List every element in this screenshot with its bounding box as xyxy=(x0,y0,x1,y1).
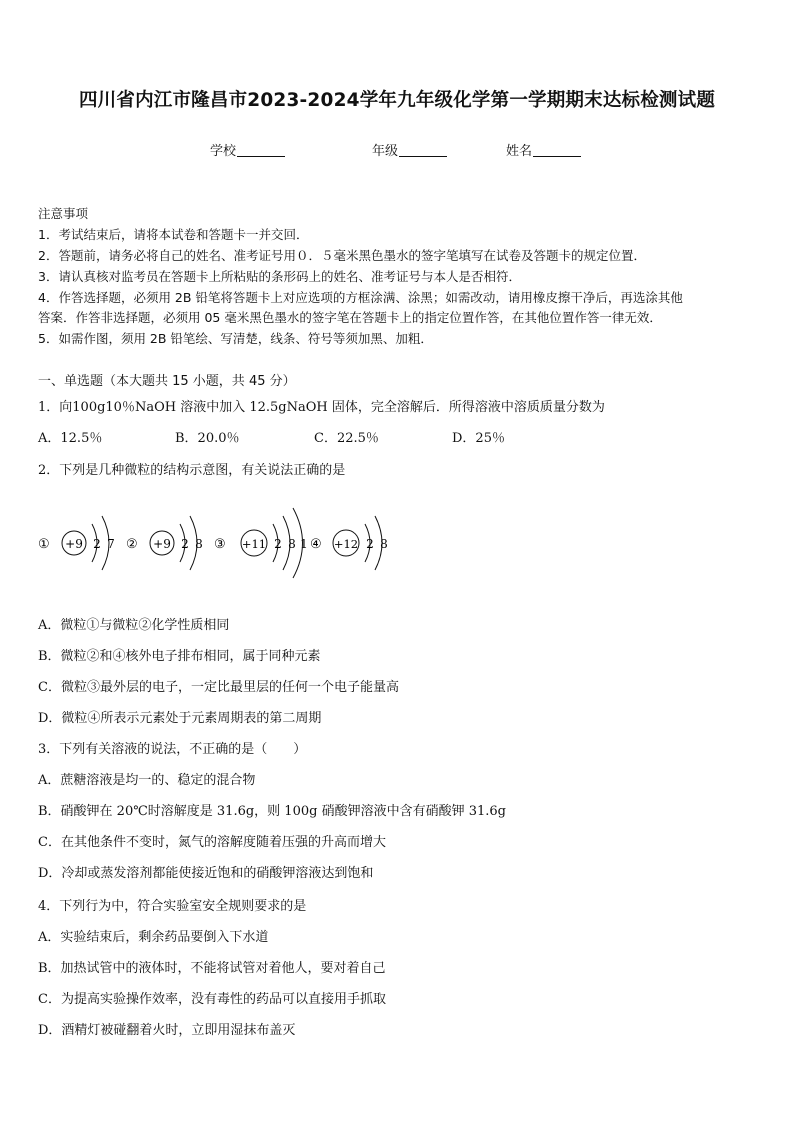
particle-3-shell-2-count: 8 xyxy=(288,537,296,551)
particle-3-label: ③ xyxy=(214,537,226,552)
question-1-stem: 1．向100g10％NaOH 溶液中加入 12.5gNaOH 固体，完全溶解后．所得溶液中溶质质量分数为 xyxy=(38,400,605,415)
question-2-option-c: C．微粒③最外层的电子，一定比最里层的任何一个电子能量高 xyxy=(38,680,399,695)
grade-label: 年级 xyxy=(372,144,399,159)
school-field xyxy=(210,140,285,159)
particle-2-charge: +9 xyxy=(153,537,171,551)
particle-2-label: ② xyxy=(126,537,138,552)
option-b: B．20.0％ xyxy=(175,431,240,446)
school-blank xyxy=(237,143,285,157)
particle-3-charge: +11 xyxy=(241,537,267,551)
section-heading: 一、单选题（本大题共 15 小题，共 45 分） xyxy=(38,374,296,389)
page-title: 四川省内江市隆昌市2023-2024学年九年级化学第一学期期末达标检测试题 xyxy=(78,90,716,111)
question-2-stem: 2．下列是几种微粒的结构示意图，有关说法正确的是 xyxy=(38,463,346,478)
option-c: C．22.5％ xyxy=(314,431,379,446)
question-3-option-b: B．硝酸钾在 20℃时溶解度是 31.6g，则 100g 硝酸钾溶液中含有硝酸钾 31.6g xyxy=(38,804,506,819)
question-3-option-c: C．在其他条件不变时，氮气的溶解度随着压强的升高而增大 xyxy=(38,835,386,850)
particle-3-shell-3-count: 1 xyxy=(300,537,308,551)
notice-item: 1．考试结束后，请将本试卷和答题卡一并交回． xyxy=(38,227,309,242)
grade-blank xyxy=(399,143,447,157)
name-label: 姓名 xyxy=(506,144,533,159)
particle-4-label: ④ xyxy=(310,537,322,552)
particle-1-label: ① xyxy=(38,537,50,552)
particle-3-shell-1-count: 2 xyxy=(274,537,282,551)
notice-item: 4．作答选择题，必须用 2B 铅笔将答题卡上对应选项的方框涂满、涂黑；如需改动，请用橡皮擦干净后，再选涂其他 xyxy=(38,290,683,305)
grade-field xyxy=(372,140,447,159)
name-blank xyxy=(533,143,581,157)
notice-item: 2．答题前，请务必将自己的姓名、准考证号用０．５毫米黑色墨水的签字笔填写在试卷及答题卡的规定位置． xyxy=(38,248,646,263)
question-2-option-a: A．微粒①与微粒②化学性质相同 xyxy=(38,618,230,633)
particle-2-shell-2-count: 8 xyxy=(195,537,203,551)
school-label: 学校 xyxy=(210,144,237,159)
particle-4-charge: +12 xyxy=(333,537,359,551)
option-a: A．12.5％ xyxy=(38,431,103,446)
notice-heading: 注意事项 xyxy=(38,206,89,221)
notice-item: 答案．作答非选择题，必须用 05 毫米黑色墨水的签字笔在答题卡上的指定位置作答，在其他位置作答一律无效． xyxy=(38,310,662,325)
particle-structure-diagram xyxy=(30,492,410,592)
particle-1-shell-2-count: 7 xyxy=(107,537,115,551)
particle-4-shell-2-count: 8 xyxy=(380,537,388,551)
question-4-stem: 4．下列行为中，符合实验室安全规则要求的是 xyxy=(38,899,307,914)
notice-item: 5．如需作图，须用 2B 铅笔绘、写清楚，线条、符号等须加黑、加粗． xyxy=(38,331,433,346)
question-2-option-d: D．微粒④所表示元素处于元素周期表的第二周期 xyxy=(38,711,322,726)
option-d: D．25％ xyxy=(452,431,505,446)
name-field xyxy=(506,140,581,159)
question-4-option-d: D．酒精灯被碰翻着火时，立即用湿抹布盖灭 xyxy=(38,1023,296,1038)
question-3-option-a: A．蔗糖溶液是均一的、稳定的混合物 xyxy=(38,773,256,788)
particle-4-shell-1-count: 2 xyxy=(366,537,374,551)
notice-item: 3．请认真核对监考员在答题卡上所粘贴的条形码上的姓名、准考证号与本人是否相符． xyxy=(38,269,521,284)
question-3-option-d: D．冷却或蒸发溶剂都能使接近饱和的硝酸钾溶液达到饱和 xyxy=(38,866,374,881)
particle-1-shell-1-count: 2 xyxy=(93,537,101,551)
particle-2-shell-1-count: 2 xyxy=(181,537,189,551)
question-4-option-c: C．为提高实验操作效率，没有毒性的药品可以直接用手抓取 xyxy=(38,992,386,1007)
particle-1-charge: +9 xyxy=(65,537,83,551)
question-4-option-b: B．加热试管中的液体时，不能将试管对着他人，要对着自己 xyxy=(38,961,386,976)
question-3-stem: 3．下列有关溶液的说法，不正确的是（ ） xyxy=(38,742,307,757)
question-2-option-b: B．微粒②和④核外电子排布相同，属于同种元素 xyxy=(38,649,321,664)
question-4-option-a: A．实验结束后，剩余药品要倒入下水道 xyxy=(38,930,269,945)
